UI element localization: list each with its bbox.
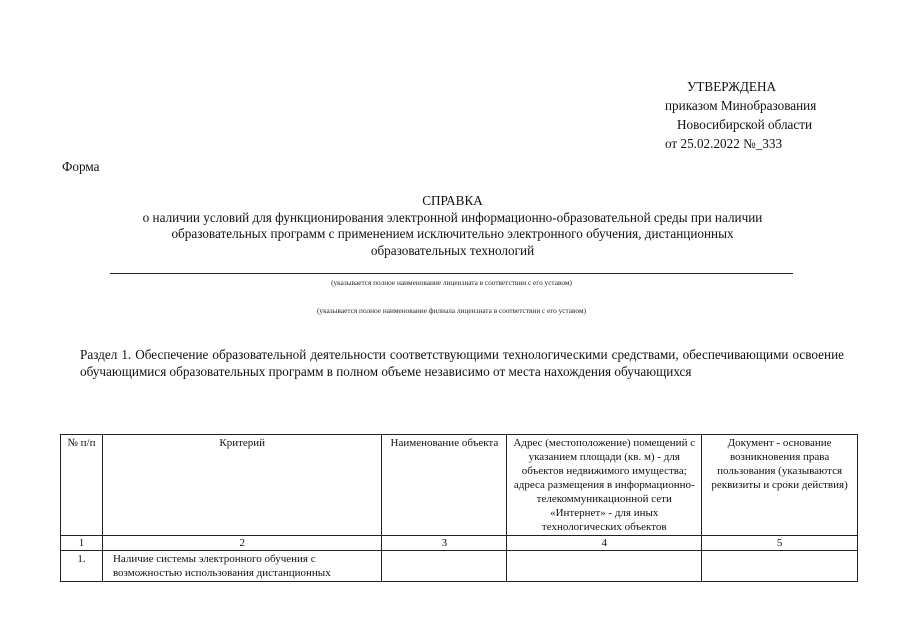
approval-line-approved: УТВЕРЖДЕНА [687, 79, 777, 94]
title-line-3: образовательных технологий [370, 242, 535, 258]
title-line-1: о наличии условий для функционирования электронной информационно-образовательной среды при наличии [142, 209, 763, 225]
approval-line-order: приказом Минобразования [665, 98, 817, 113]
row-address-cell[interactable] [507, 551, 702, 582]
row-document-cell[interactable] [702, 551, 858, 582]
document-title [60, 193, 845, 259]
header-criterion: Критерий [102, 435, 382, 536]
header-address: Адрес (местоположение) помещений с указанием площади (кв. м) - для объектов недвижимого имущества; адреса размещения в информационно-телекоммуникационной сети «Интернет» - для иных технологических объектов [507, 435, 702, 536]
row-criterion: Наличие системы электронного обучения с возможностью использования дистанционных [102, 551, 382, 582]
column-number: 5 [702, 536, 858, 551]
column-number: 2 [102, 536, 382, 551]
table-header-row [61, 435, 858, 536]
header-number: № п/п [61, 435, 103, 536]
branch-hint: (указывается полное наименование филиала лицензиата в соответствии с его уставом) [316, 306, 586, 315]
criteria-table [60, 434, 858, 582]
header-document: Документ - основание возникновения права пользования (указываются реквизиты и сроки действия) [702, 435, 858, 536]
title-heading: СПРАВКА [422, 193, 483, 208]
row-number: 1. [61, 551, 103, 582]
title-line-2: образовательных программ с применением исключительно электронного обучения, дистанционных [171, 226, 734, 241]
approval-block [665, 77, 895, 153]
section-1-heading: Раздел 1. Обеспечение образовательной деятельности соответствующими технологическими средствами, обеспечивающими освоение обучающимися образовательных программ в полном объеме независимо от места нахождения обучающихся [80, 347, 844, 379]
licensee-name-line[interactable] [110, 273, 793, 274]
form-label: Форма [62, 159, 100, 174]
licensee-hint: (указывается полное наименование лицензиата в соответствии с его уставом) [331, 278, 572, 287]
approval-line-date: от 25.02.2022 №_333 [665, 136, 783, 151]
table-row [61, 551, 858, 582]
column-number: 4 [507, 536, 702, 551]
column-number: 1 [61, 536, 103, 551]
approval-line-region: Новосибирской области [677, 117, 813, 132]
column-numbers-row [61, 536, 858, 551]
row-object-name-cell[interactable] [382, 551, 507, 582]
column-number: 3 [382, 536, 507, 551]
header-object-name: Наименование объекта [382, 435, 507, 536]
